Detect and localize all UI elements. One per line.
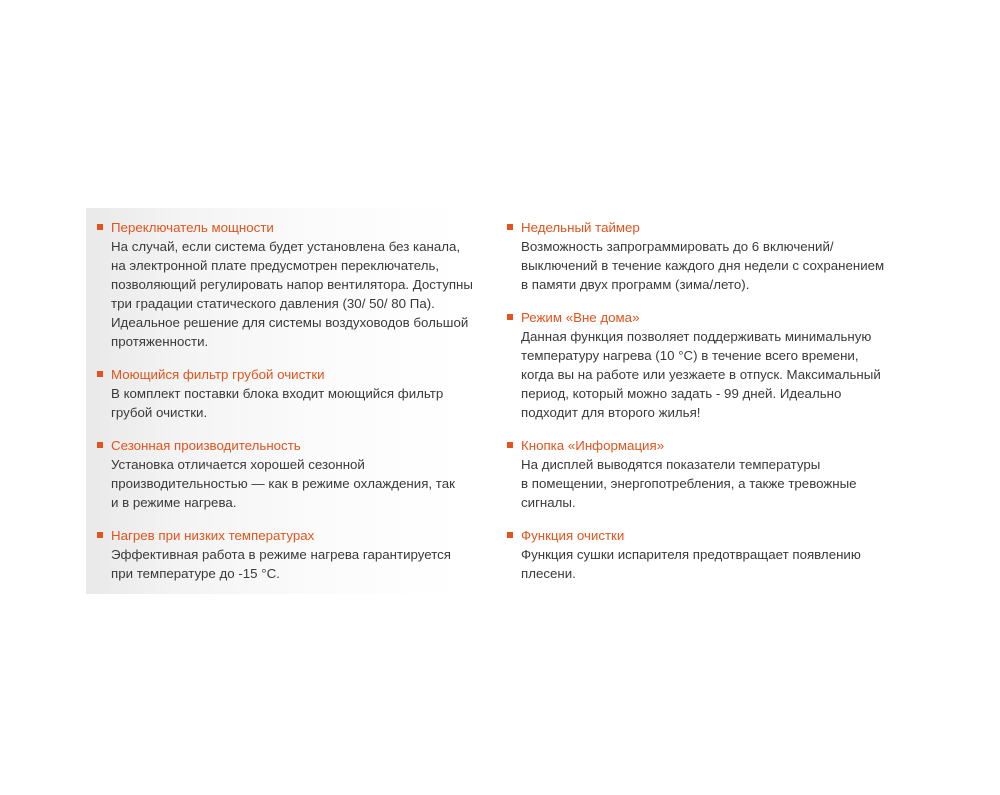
bullet-square-icon xyxy=(507,532,513,538)
bullet-square-icon xyxy=(97,442,103,448)
feature-text-line: грубой очистки. xyxy=(111,405,208,420)
feature-info-button xyxy=(505,436,905,512)
feature-away-mode xyxy=(505,308,905,422)
feature-text-line: плесени. xyxy=(521,566,576,581)
feature-text-line: Эффективная работа в режиме нагрева гарантируется xyxy=(111,547,451,562)
feature-text-line: позволяющий регулировать напор вентилятора. Доступны xyxy=(111,277,473,292)
feature-text-line: выключений в течение каждого дня недели с сохранением xyxy=(521,258,885,273)
feature-description xyxy=(521,545,905,583)
bullet-square-icon xyxy=(97,224,103,230)
feature-text-line: протяженности. xyxy=(111,334,209,349)
feature-description xyxy=(111,455,495,512)
features-column-left xyxy=(95,218,495,597)
feature-text-line: температуру нагрева (10 °С) в течение всего времени, xyxy=(521,348,859,363)
feature-text-line: Установка отличается хорошей сезонной xyxy=(111,457,365,472)
feature-text-line: когда вы на работе или уезжаете в отпуск. Максимальный xyxy=(521,367,881,382)
feature-title: Нагрев при низких температурах xyxy=(111,528,315,543)
feature-text-line: и в режиме нагрева. xyxy=(111,495,237,510)
feature-text-line: три градации статического давления (30/ 50/ 80 Па). xyxy=(111,296,435,311)
feature-text-line: На дисплей выводятся показатели температуры xyxy=(521,457,821,472)
feature-text-line: производительностью — как в режиме охлаждения, так xyxy=(111,476,455,491)
feature-text-line: период, который можно задать - 99 дней. Идеально xyxy=(521,386,842,401)
feature-text-line: на электронной плате предусмотрен переключатель, xyxy=(111,258,440,273)
feature-text-line: Данная функция позволяет поддерживать минимальную xyxy=(521,329,872,344)
feature-title: Кнопка «Информация» xyxy=(521,438,665,453)
feature-description xyxy=(111,545,495,583)
feature-description xyxy=(521,237,905,294)
feature-text-line: Идеальное решение для системы воздуховодов большой xyxy=(111,315,469,330)
feature-title: Переключатель мощности xyxy=(111,220,274,235)
feature-text-line: в помещении, энергопотребления, а также тревожные xyxy=(521,476,857,491)
feature-title: Функция очистки xyxy=(521,528,625,543)
feature-title: Режим «Вне дома» xyxy=(521,310,640,325)
feature-title: Недельный таймер xyxy=(521,220,640,235)
feature-text-line: подходит для второго жилья! xyxy=(521,405,701,420)
bullet-square-icon xyxy=(507,224,513,230)
feature-text-line: Функция сушки испарителя предотвращает появлению xyxy=(521,547,861,562)
feature-text-line: в памяти двух программ (зима/лето). xyxy=(521,277,750,292)
feature-text-line: при температуре до -15 °С. xyxy=(111,566,280,581)
feature-weekly-timer xyxy=(505,218,905,294)
feature-description xyxy=(111,237,495,351)
feature-title: Моющийся фильтр грубой очистки xyxy=(111,367,325,382)
bullet-square-icon xyxy=(507,442,513,448)
feature-description xyxy=(521,327,905,422)
feature-text-line: сигналы. xyxy=(521,495,576,510)
feature-cleaning-function xyxy=(505,526,905,583)
feature-text-line: В комплект поставки блока входит моющийся фильтр xyxy=(111,386,444,401)
feature-washable-filter xyxy=(95,365,495,422)
feature-power-switch xyxy=(95,218,495,351)
features-column-right xyxy=(505,218,905,597)
feature-title: Сезонная производительность xyxy=(111,438,301,453)
bullet-square-icon xyxy=(507,314,513,320)
feature-description xyxy=(521,455,905,512)
feature-description xyxy=(111,384,495,422)
feature-text-line: Возможность запрограммировать до 6 включений/ xyxy=(521,239,834,254)
bullet-square-icon xyxy=(97,532,103,538)
bullet-square-icon xyxy=(97,371,103,377)
feature-text-line: На случай, если система будет установлена без канала, xyxy=(111,239,461,254)
feature-low-temp-heating xyxy=(95,526,495,583)
feature-seasonal-efficiency xyxy=(95,436,495,512)
